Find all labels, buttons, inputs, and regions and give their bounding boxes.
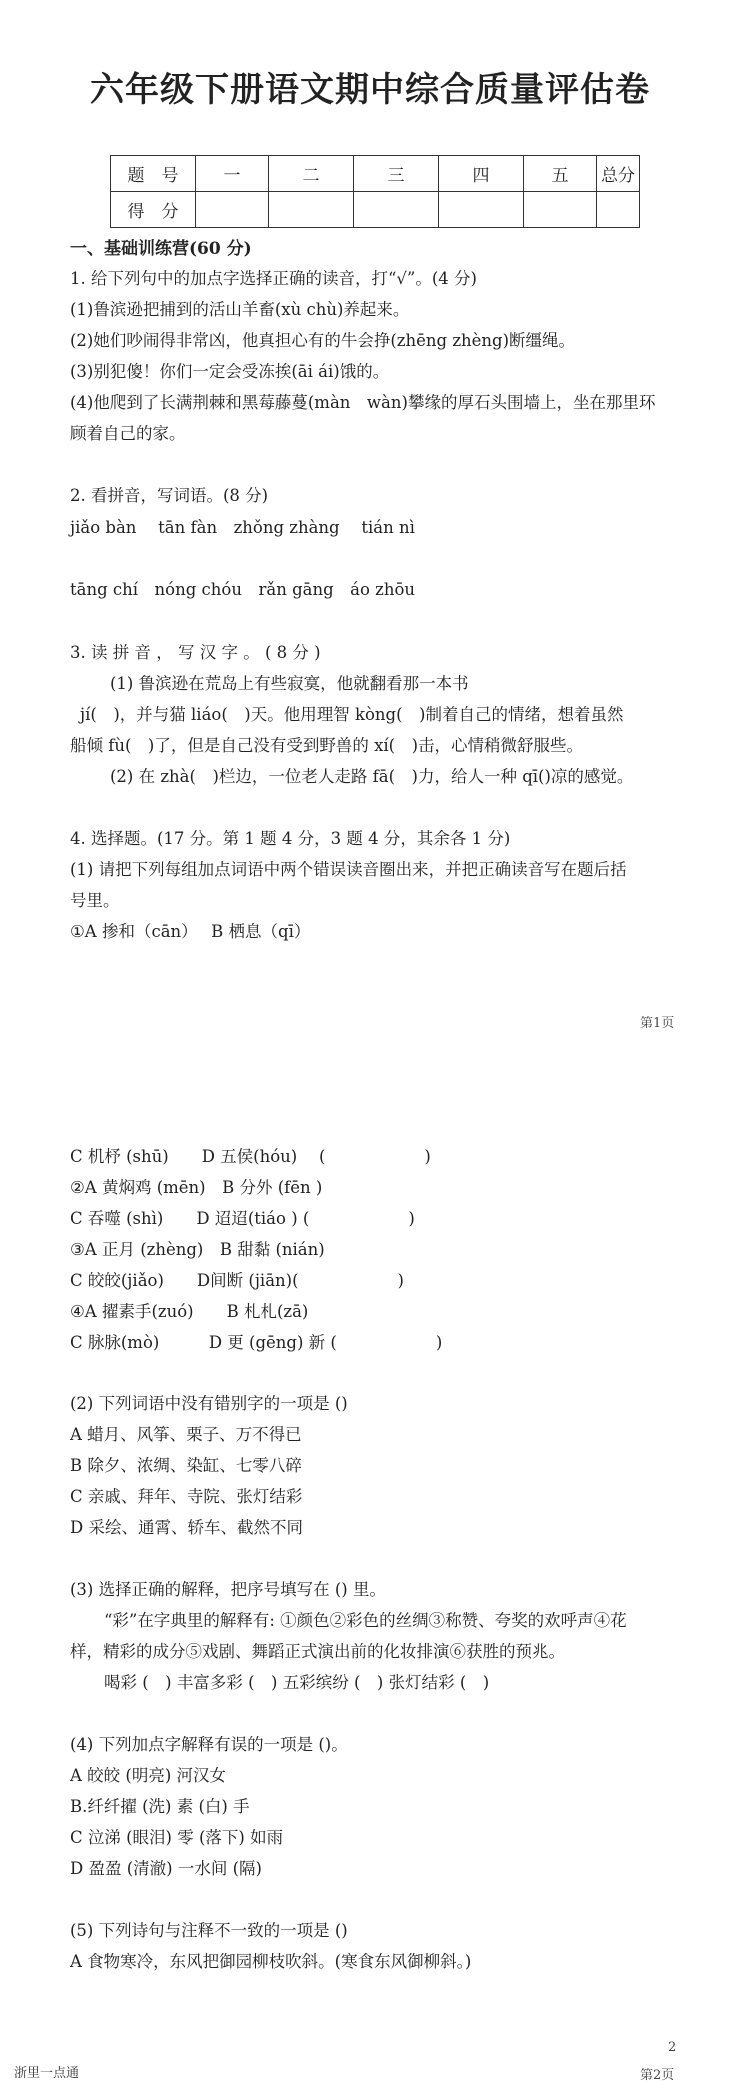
question-2-stem: 2. 看拼音，写词语。(8 分) (70, 486, 269, 505)
score-cell: 得 分 (111, 192, 196, 228)
score-input-cell[interactable] (439, 192, 524, 228)
option-line: C 亲戚、拜年、寺院、张灯结彩 (70, 1487, 303, 1506)
score-table-header-row (111, 156, 640, 192)
sub-question-stem: (4) 下列加点字解释有误的一项是 ()。 (70, 1735, 348, 1754)
option-line: B.纤纤擢 (洗) 素 (白) 手 (70, 1797, 250, 1816)
section-heading: 一、基础训练营(60 分) (70, 239, 252, 259)
question-1-item: (3)别犯傻！你们一定会受冻挨(āi ái)饿的。 (70, 362, 390, 381)
option-line: C 皎皎(jiǎo) D间断 (jiān)( ) (70, 1271, 404, 1290)
question-4-stem: 4. 选择题。(17 分。第 1 题 4 分，3 题 4 分，其余各 1 分) (70, 829, 511, 848)
option-line: ③A 正月 (zhèng) B 甜黏 (nián) (70, 1240, 325, 1259)
option-line: D 采绘、通霄、轿车、截然不同 (70, 1518, 303, 1537)
option-line: C 泣涕 (眼泪) 零 (落下) 如雨 (70, 1828, 284, 1847)
option-line: ②A 黄焖鸡 (mēn) B 分外 (fēn ) (70, 1178, 323, 1197)
score-cell: 一 (196, 156, 269, 192)
score-table-score-row (111, 192, 640, 228)
option-line: C 脉脉(mò) D 更 (gēng) 新 ( ) (70, 1333, 443, 1352)
option-line: A 皎皎 (明亮) 河汉女 (70, 1766, 227, 1785)
question-4-option: ①A 掺和（cān） B 栖息（qī） (70, 922, 311, 941)
question-3-line: jí( )，并与猫 liáo( )天。他用理智 kòng( )制着自己的情绪，想着虽然 (80, 705, 624, 724)
page-number: 第2页 (640, 2068, 675, 2083)
option-line: D 盈盈 (清澈) 一水间 (隔) (70, 1859, 262, 1878)
question-3-line: 船倾 fù( )了，但是自己没有受到野兽的 xí( )击，心情稍微舒服些。 (70, 736, 584, 755)
question-3-line: (2) 在 zhà( )栏边，一位老人走路 fā( )力，给人一种 qī()凉的感觉。 (110, 767, 634, 786)
paragraph-line: “彩”在字典里的解释有: ①颜色②彩色的丝绸③称赞、夸奖的欢呼声④花 (104, 1611, 627, 1630)
question-3-stem: 3. 读 拼 音 ， 写 汉 字 。 ( 8 分 ) (70, 643, 321, 662)
question-4-line: (1) 请把下列每组加点词语中两个错误读音圈出来，并把正确读音写在题后括 (70, 860, 627, 879)
question-4-line: 号里。 (70, 891, 120, 910)
paragraph-line: 样，精彩的成分⑤戏剧、舞蹈正式演出前的化妆排演⑥获胜的预兆。 (70, 1642, 565, 1661)
score-cell: 四 (439, 156, 524, 192)
score-cell: 题 号 (111, 156, 196, 192)
sub-question-stem: (5) 下列诗句与注释不一致的一项是 () (70, 1921, 348, 1940)
score-cell: 五 (524, 156, 597, 192)
option-line: B 除夕、浓绸、染缸、七零八碎 (70, 1456, 302, 1475)
pinyin-row: tāng chí nóng chóu rǎn gāng áo zhōu (70, 580, 416, 599)
sub-question-stem: (2) 下列词语中没有错别字的一项是 () (70, 1394, 348, 1413)
question-1-stem: 1. 给下列句中的加点字选择正确的读音，打“√”。(4 分) (70, 269, 477, 288)
pinyin-row: jiǎo bàn tān fàn zhǒng zhàng tián nì (70, 518, 415, 537)
option-line: ④A 擢素手(zuó) B 札札(zā) (70, 1302, 309, 1321)
score-table (110, 155, 640, 228)
option-line: C 吞噬 (shì) D 迢迢(tiáo ) ( ) (70, 1209, 415, 1228)
watermark-text: 浙里一点通 (14, 2066, 80, 2081)
option-line: A 蜡月、风筝、栗子、万不得已 (70, 1425, 302, 1444)
corner-number: 2 (668, 2040, 677, 2055)
score-input-cell[interactable] (597, 192, 640, 228)
sub-question-stem: (3) 选择正确的解释，把序号填写在 () 里。 (70, 1580, 386, 1599)
score-input-cell[interactable] (524, 192, 597, 228)
page-number: 第1页 (640, 1016, 675, 1031)
score-cell: 三 (354, 156, 439, 192)
score-input-cell[interactable] (354, 192, 439, 228)
option-line: C 机杼 (shū) D 五侯(hóu) ( ) (70, 1147, 431, 1166)
paragraph-line: 喝彩 ( ) 丰富多彩 ( ) 五彩缤纷 ( ) 张灯结彩 ( ) (104, 1673, 490, 1692)
question-1-item: (2)她们吵闹得非常凶，他真担心有的牛会挣(zhēng zhèng)断缰绳。 (70, 331, 576, 350)
score-input-cell[interactable] (196, 192, 269, 228)
score-cell: 二 (269, 156, 354, 192)
question-3-line: (1) 鲁滨逊在荒岛上有些寂寞，他就翻看那一本书 (110, 674, 469, 693)
question-1-item: 顾着自己的家。 (70, 424, 186, 443)
score-input-cell[interactable] (269, 192, 354, 228)
page-title: 六年级下册语文期中综合质量评估卷 (90, 70, 650, 110)
question-1-item: (1)鲁滨逊把捕到的活山羊畜(xù chù)养起来。 (70, 300, 410, 319)
score-cell: 总分 (597, 156, 640, 192)
question-1-item: (4)他爬到了长满荆棘和黑莓藤蔓(màn wàn)攀缘的厚石头围墙上，坐在那里环 (70, 393, 656, 412)
option-line: A 食物寒冷，东风把御园柳枝吹斜。(寒食东风御柳斜。) (70, 1952, 472, 1971)
